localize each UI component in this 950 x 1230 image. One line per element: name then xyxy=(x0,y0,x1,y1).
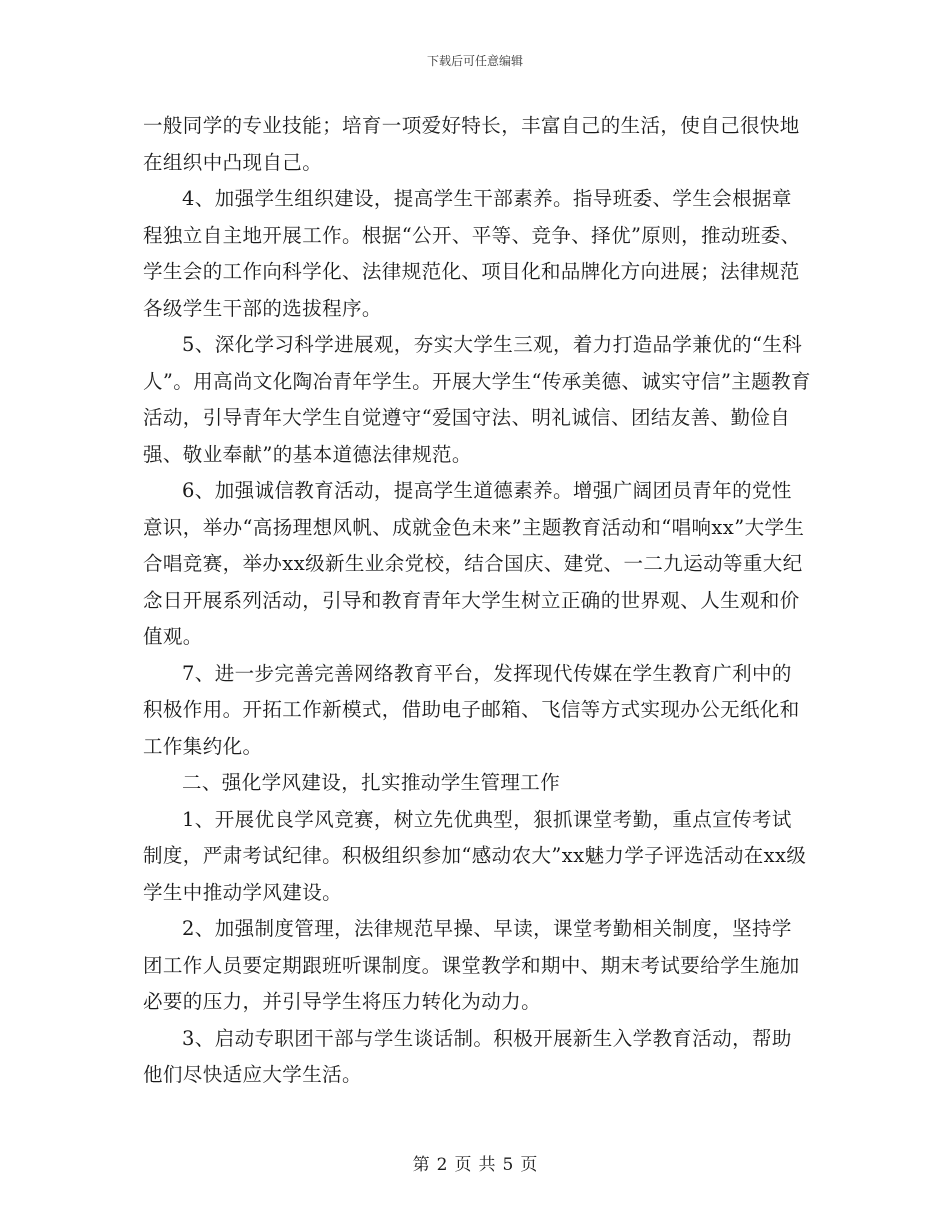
footer-of: 共 xyxy=(478,1155,496,1175)
page-footer xyxy=(0,1154,950,1176)
paragraph: 一般同学的专业技能；培育一项爱好特长，丰富自己的生活，使自己很快地在组织中凸现自己。 xyxy=(143,114,800,174)
footer-total-pages: 5 xyxy=(502,1155,514,1175)
paragraph: 4、加强学生组织建设，提高学生干部素养。指导班委、学生会根据章程独立自主地开展工作。根据“公开、平等、竞争、择优”原则，推动班委、学生会的工作向科学化、法律规范化、项目化和品牌化方向进展；法律规范各级学生干部的选拔程序。 xyxy=(143,187,801,320)
page-header xyxy=(0,53,950,69)
paragraph: 5、深化学习科学进展观，夯实大学生三观，着力打造品学兼优的“生科人”。用高尚文化陶冶青年学生。开展大学生“传承美德、诚实守信”主题教育活动，引导青年大学生自觉遵守“爱国守法、明礼诚信、团结友善、勤俭自强、敬业奉献”的基本道德法律规范。 xyxy=(143,333,811,466)
paragraph: 3、启动专职团干部与学生谈话制。积极开展新生入学教育活动，帮助他们尽快适应大学生活。 xyxy=(143,1026,792,1086)
paragraph: 6、加强诚信教育活动，提高学生道德素养。增强广阔团员青年的党性意识，举办“高扬理想风帆、成就金色未来”主题教育活动和“唱响xx”大学生合唱竞赛，举办xx级新生业余党校，结合国庆、建党、一二九运动等重大纪念日开展系列活动，引导和教育青年大学生树立正确的世界观、人生观和价值观。 xyxy=(143,479,805,648)
footer-mid: 页 xyxy=(454,1155,472,1175)
footer-page-number: 2 xyxy=(436,1155,448,1175)
header-text: 下载后可任意编辑 xyxy=(426,54,523,68)
footer-prefix: 第 xyxy=(412,1155,430,1175)
document-body xyxy=(143,108,811,1094)
footer-suffix: 页 xyxy=(520,1155,538,1175)
paragraph: 1、开展优良学风竞赛，树立先优典型，狠抓课堂考勤，重点宣传考试制度，严肃考试纪律。积极组织参加“感动农大”xx魅力学子评选活动在xx级学生中推动学风建设。 xyxy=(143,807,807,904)
section-heading: 二、强化学风建设，扎实推动学生管理工作 xyxy=(182,771,561,794)
paragraph: 2、加强制度管理，法律规范早操、早读，课堂考勤相关制度，坚持学团工作人员要定期跟班听课制度。课堂教学和期中、期末考试要给学生施加必要的压力，并引导学生将压力转化为动力。 xyxy=(143,917,800,1013)
paragraph: 7、进一步完善完善网络教育平台，发挥现代传媒在学生教育广利中的积极作用。开拓工作新模式，借助电子邮箱、飞信等方式实现办公无纸化和工作集约化。 xyxy=(143,661,800,758)
